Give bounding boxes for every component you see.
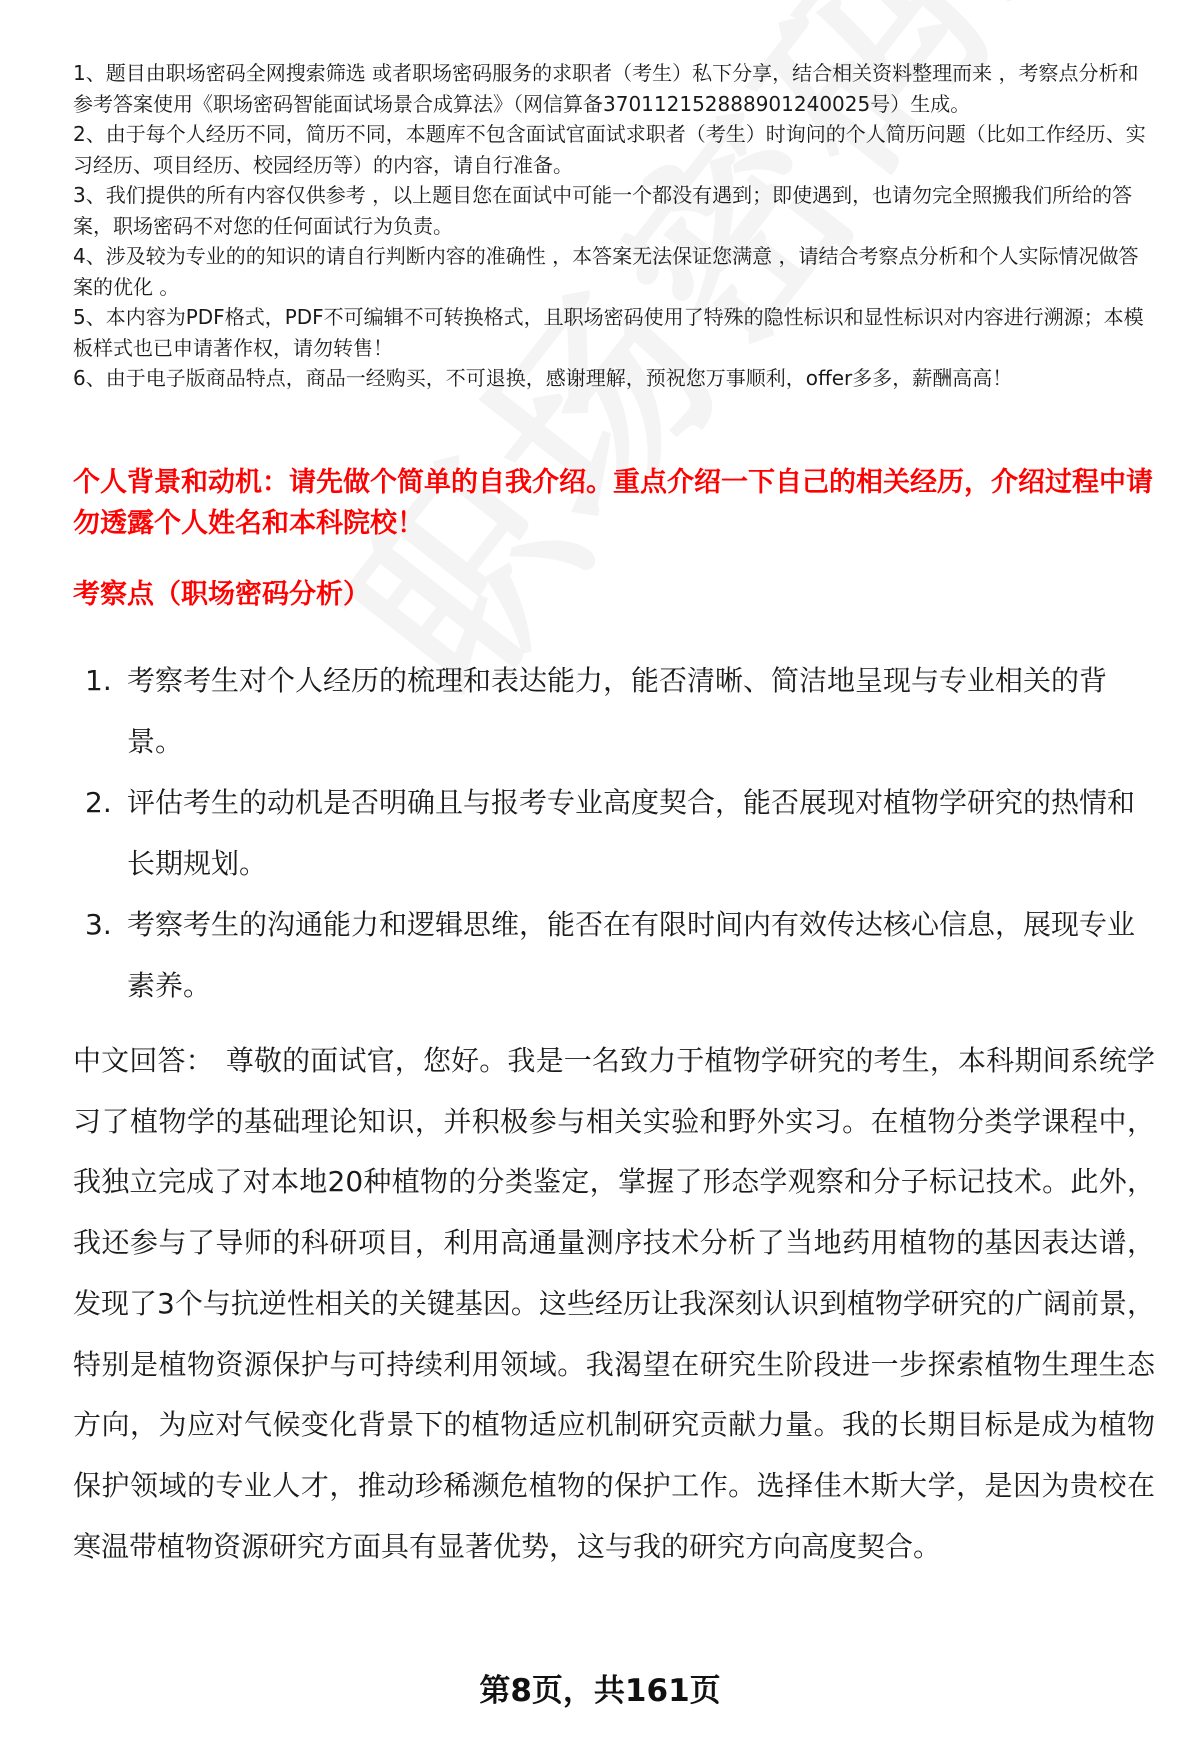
notice-item-6: 6、由于电子版商品特点，商品一经购买，不可退换，感谢理解，预祝您万事顺利，offer多多，薪酬高高！ (73, 366, 1013, 390)
list-item-text: 考察考生的沟通能力和逻辑思维，能否在有限时间内有效传达核心信息，展现专业素养。 (127, 908, 1136, 1002)
list-item-number: 1. (85, 664, 112, 697)
answer-paragraph (73, 1031, 1155, 1577)
answer-text: 尊敬的面试官，您好。我是一名致力于植物学研究的考生，本科期间系统学习了植物学的基础理论知识，并积极参与相关实验和野外实习。在植物分类学课程中，我独立完成了对本地20种植物的分类鉴定，掌握了形态学观察和分子标记技术。此外，我还参与了导师的科研项目，利用高通量测序技术分析了当地药用植物的基因表达谱，发现了3个与抗逆性相关的关键基因。这些经历让我深刻认识到植物学研究的广阔前景，特别是植物资源保护与可持续利用领域。我渴望在研究生阶段进一步探索植物生理生态方向，为应对气候变化背景下的植物适应机制研究贡献力量。我的长期目标是成为植物保护领域的专业人才，推动珍稀濒危植物的保护工作。选择佳木斯大学，是因为贵校在寒温带植物资源研究方面具有显著优势，这与我的研究方向高度契合。 (73, 1044, 1155, 1563)
analysis-points-list (73, 650, 1148, 1016)
analysis-heading: 考察点（职场密码分析） (73, 579, 370, 610)
notice-item-3: 3、我们提供的所有内容仅供参考 ，以上题目您在面试中可能一个都没有遇到；即使遇到，也请勿完全照搬我们所给的答案，职场密码不对您的任何面试行为负责。 (73, 183, 1133, 238)
list-item-number: 3. (85, 908, 112, 941)
list-item-number: 2. (85, 786, 112, 819)
list-item (73, 772, 1148, 894)
notice-item-1: 1、题目由职场密码全网搜索筛选 或者职场密码服务的求职者（考生）私下分享，结合相关资料整理而来 ，考察点分析和参考答案使用《职场密码智能面试场景合成算法》（网信算备370112152888901240025号）生成。 (73, 61, 1139, 116)
list-item (73, 894, 1148, 1016)
list-item-text: 评估考生的动机是否明确且与报考专业高度契合，能否展现对植物学研究的热情和长期规划。 (127, 786, 1136, 880)
disclaimer-notice (73, 58, 1158, 394)
notice-item-2: 2、由于每个人经历不同，简历不同，本题库不包含面试官面试求职者（考生）时询问的个人简历问题（比如工作经历、实习经历、项目经历、校园经历等）的内容，请自行准备。 (73, 122, 1146, 177)
notice-item-4: 4、涉及较为专业的的知识的请自行判断内容的准确性 ，本答案无法保证您满意 ，请结合考察点分析和个人实际情况做答案的优化 。 (73, 244, 1139, 299)
notice-item-5: 5、本内容为PDF格式，PDF不可编辑不可转换格式，且职场密码使用了特殊的隐性标识和显性标识对内容进行溯源；本模板样式也已申请著作权，请勿转售！ (73, 305, 1144, 360)
interview-question: 个人背景和动机：请先做个简单的自我介绍。重点介绍一下自己的相关经历，介绍过程中请勿透露个人姓名和本科院校！ (73, 467, 1153, 539)
page-number-footer: 第8页，共161页 (479, 1673, 721, 1709)
list-item-text: 考察考生对个人经历的梳理和表达能力，能否清晰、简洁地呈现与专业相关的背景。 (127, 664, 1108, 758)
list-item (73, 650, 1148, 772)
answer-label: 中文回答： (73, 1044, 214, 1077)
